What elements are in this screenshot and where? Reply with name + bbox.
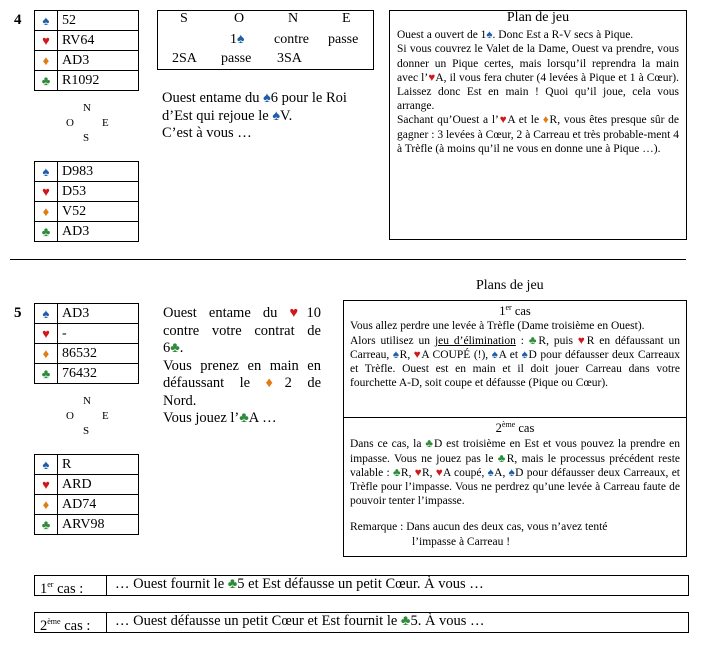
bottom-divider (106, 612, 107, 633)
bottom-case1-label: 1er cas : (40, 580, 84, 597)
plan-para-3: Sachant qu’Ouest a l’♥A et le ♦R, vous êtes presque sûr de gagner : 3 levées à Cœur, 2 à Carreau et très probable-ment 4 à Trèfle (à moins qu’il ne vous en donne une à Pique …). (397, 114, 679, 155)
case2-remark-2: l’impasse à Carreau ! (412, 535, 511, 548)
deal-number-4: 4 (14, 12, 22, 28)
bid-header-e: E (342, 11, 351, 26)
club-icon: ♣ (35, 71, 58, 91)
heart-icon: ♥ (428, 71, 436, 84)
bid-west-1: 1♠ (230, 32, 245, 47)
plan-title: Plan de jeu (506, 10, 570, 25)
bottom-case2-label: 2ème cas : (40, 617, 91, 634)
separator (10, 259, 686, 260)
case1-line1: Vous allez perdre une levée à Trèfle (Dame troisième en Ouest). (350, 320, 645, 333)
case1-heading: 1er cas (499, 303, 531, 319)
bottom-case1-text: … Ouest fournit le ♣5 et Est défausse un petit Cœur. À vous … (115, 576, 484, 592)
bid-north-contre: contre (274, 32, 309, 47)
heart-cards: - (58, 324, 139, 344)
compass-n: N (83, 102, 91, 114)
spade-icon: ♠ (508, 466, 516, 479)
diamond-cards: AD74 (58, 495, 139, 515)
spade-cards: 52 (58, 11, 139, 31)
spade-icon: ♠ (35, 455, 58, 475)
compass-s: S (83, 132, 90, 144)
club-icon: ♣ (392, 466, 401, 479)
compass-4 (62, 102, 112, 147)
bottom-case2-text: … Ouest défausse un petit Cœur et Est fournit le ♣5. À vous … (115, 613, 485, 629)
heart-icon: ♥ (289, 305, 307, 321)
south-hand-4 (34, 161, 139, 242)
diamond-icon: ♦ (265, 375, 285, 391)
case1-box (343, 300, 687, 418)
bid-south-2sa: 2SA (172, 51, 197, 66)
club-cards: AD3 (58, 222, 139, 242)
club-icon: ♣ (35, 222, 58, 242)
club-icon: ♣ (170, 340, 180, 356)
club-icon: ♣ (227, 576, 238, 592)
spade-icon: ♠ (486, 29, 493, 42)
heart-cards: D53 (58, 182, 139, 202)
club-icon: ♣ (239, 410, 249, 426)
club-cards: ARV98 (58, 515, 139, 535)
club-icon: ♣ (400, 613, 411, 629)
diamond-cards: V52 (58, 202, 139, 222)
bottom-divider (106, 575, 107, 596)
plan-box-4 (389, 10, 687, 240)
diamond-cards: AD3 (58, 51, 139, 71)
spade-icon: ♠ (237, 32, 245, 47)
compass-5 (62, 395, 112, 440)
spade-icon: ♠ (487, 466, 495, 479)
diamond-icon: ♦ (542, 114, 550, 127)
diamond-icon: ♦ (35, 495, 58, 515)
club-icon: ♣ (35, 364, 58, 384)
compass-e: E (102, 117, 109, 129)
club-icon: ♣ (528, 334, 539, 347)
heart-icon: ♥ (435, 466, 444, 479)
south-hand-5 (34, 454, 139, 535)
club-cards: R1092 (58, 71, 139, 91)
heart-cards: ARD (58, 475, 139, 495)
plan-para-2: Si vous couvrez le Valet de la Dame, Ouest va prendre, vous donner un Pique certes, mais lorsqu’il reprendra la main avec l’♥A, il vous fera chuter (4 levées à Pique et 1 à Cœur). Laissez donc Est en main ! Quoi qu’il joue, cela vous arrange. (397, 43, 680, 113)
heart-icon: ♥ (414, 466, 422, 479)
compass-s: S (83, 425, 90, 437)
diamond-icon: ♦ (35, 51, 58, 71)
heart-icon: ♥ (35, 475, 58, 495)
spade-icon: ♠ (491, 348, 499, 361)
bid-north-3sa: 3SA (277, 51, 302, 66)
case2-remark-1: Remarque : Dans aucun des deux cas, vous n’avez tenté (350, 521, 608, 534)
club-icon: ♣ (425, 438, 434, 451)
bid-header-s: S (180, 11, 188, 26)
club-cards: 76432 (58, 364, 139, 384)
bid-west-passe: passe (221, 51, 252, 66)
diamond-icon: ♦ (35, 344, 58, 364)
club-icon: ♣ (35, 515, 58, 535)
spade-cards: D983 (58, 162, 139, 182)
spade-icon: ♠ (35, 162, 58, 182)
bid-east-passe: passe (328, 32, 359, 47)
bid-header-o: O (234, 11, 245, 26)
bottom-case1-bar (34, 575, 689, 596)
compass-e: E (102, 410, 109, 422)
spade-icon: ♠ (392, 348, 400, 361)
compass-o: O (66, 117, 74, 129)
bidding-box-4 (157, 10, 374, 70)
case2-heading: 2ème cas (495, 420, 535, 436)
heart-icon: ♥ (413, 348, 422, 361)
compass-n: N (83, 395, 91, 407)
plans-title: Plans de jeu (476, 278, 544, 293)
north-hand-4 (34, 10, 139, 91)
club-icon: ♣ (497, 452, 507, 465)
plan-para-1: Ouest a ouvert de 1♠. Donc Est a R-V secs à Pique. (397, 29, 634, 42)
case2-para: Dans ce cas, la ♣D est troisième en Est et vous pouvez la prendre en impasse. Vous ne jouez pas le ♣R, mais le processus précédent reste valable : ♣R, ♥R, ♥A coupé, ♠A, ♠D pour défausser deux Carreaux, et Trèfle pour l’impasse. Vous ne perdrez qu’une levée à Carreau faute de pouvoir tenter l’impasse. (350, 438, 681, 508)
bottom-case2-bar (34, 612, 689, 633)
north-hand-5 (34, 303, 139, 384)
lead-text-5: Ouest entame du ♥10 contre votre contrat de 6♣. Vous prenez en main en défaussant le ♦2 de Nord. Vous jouez l’♣A … (163, 305, 322, 426)
heart-cards: RV64 (58, 31, 139, 51)
spade-icon: ♠ (35, 304, 58, 324)
spade-icon: ♠ (272, 107, 281, 124)
heart-icon: ♥ (498, 114, 508, 127)
case2-box (343, 417, 687, 557)
heart-icon: ♥ (35, 182, 58, 202)
case1-para2: Alors utilisez un jeu d’élimination : ♣R, puis ♥R en défaussant un Carreau, ♠R, ♥A COUPÉ (!), ♠A et ♠D pour défausser deux Carreaux et Trèfle. Ouest est en main et il doit jouer Carreau dans votre fourchette A-D, soit coupe et défausse (Pique ou Cœur). (350, 334, 681, 390)
spade-icon: ♠ (263, 90, 271, 106)
heart-icon: ♥ (577, 334, 587, 347)
lead-text-4: Ouest entame du ♠6 pour le Roi d’Est qui rejoue le ♠V. C’est à vous … (162, 90, 347, 141)
spade-icon: ♠ (521, 348, 529, 361)
compass-o: O (66, 410, 74, 422)
diamond-cards: 86532 (58, 344, 139, 364)
diamond-icon: ♦ (35, 202, 58, 222)
spade-cards: R (58, 455, 139, 475)
deal-number-5: 5 (14, 305, 22, 321)
spade-icon: ♠ (35, 11, 58, 31)
heart-icon: ♥ (35, 324, 58, 344)
heart-icon: ♥ (35, 31, 58, 51)
bid-header-n: N (288, 11, 299, 26)
spade-cards: AD3 (58, 304, 139, 324)
